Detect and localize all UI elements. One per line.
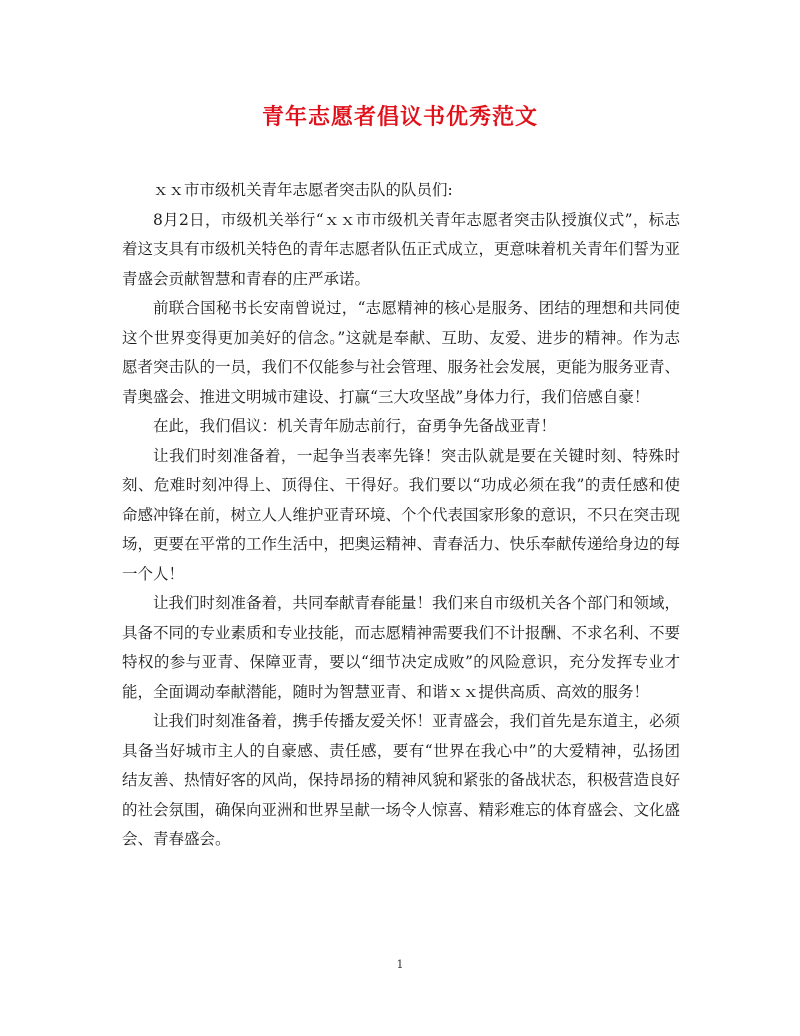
document-body: [122, 176, 680, 855]
paragraph: 8月2日，市级机关举行“ｘｘ市市级机关青年志愿者突击队授旗仪式”，标志着这支具有市级机关特色的青年志愿者队伍正式成立，更意味着机关青年们誓为亚青盛会贡献智慧和青春的庄严承诺。: [122, 210, 681, 288]
page-number: 1: [396, 958, 404, 971]
paragraph: 让我们时刻准备着，携手传播友爱关怀！亚青盛会，我们首先是东道主，必须具备当好城市主人的自豪感、责任感，要有“世界在我心中”的大爱精神，弘扬团结友善、热情好客的风尚，保持昂扬的精神风貌和紧张的备战状态，积极营造良好的社会氛围，确保向亚洲和世界呈献一场令人惊喜、精彩难忘的体育盛会、文化盛会、青春盛会。: [122, 712, 681, 848]
document-title: 青年志愿者倡议书优秀范文: [261, 104, 538, 130]
paragraph: 在此，我们倡议：机关青年励志前行，奋勇争先备战亚青！: [153, 417, 557, 435]
salutation: ｘｘ市市级机关青年志愿者突击队的队员们:: [153, 181, 453, 199]
paragraph: 前联合国秘书长安南曾说过，“志愿精神的核心是服务、团结的理想和共同使这个世界变得更加美好的信念。”这就是奉献、互助、友爱、进步的精神。作为志愿者突击队的一员，我们不仅能参与社会管理、服务社会发展，更能为服务亚青、青奥盛会、推进文明城市建设、打赢“三大攻坚战”身体力行，我们倍感自豪！: [122, 299, 681, 406]
paragraph: 让我们时刻准备着，一起争当表率先锋！突击队就是要在关键时刻、特殊时刻、危难时刻冲得上、顶得住、干得好。我们要以“功成必须在我”的责任感和使命感冲锋在前，树立人人维护亚青环境、个个代表国家形象的意识，不只在突击现场，更要在平常的工作生活中，把奥运精神、青春活力、快乐奉献传递给身边的每一个人！: [122, 446, 681, 583]
paragraph: 让我们时刻准备着，共同奉献青春能量！我们来自市级机关各个部门和领域，具备不同的专业素质和专业技能，而志愿精神需要我们不计报酬、不求名利、不要特权的参与亚青、保障亚青，要以“细节决定成败”的风险意识，充分发挥专业才能，全面调动奉献潜能，随时为智慧亚青、和谐ｘｘ提供高质、高效的服务！: [122, 594, 681, 701]
